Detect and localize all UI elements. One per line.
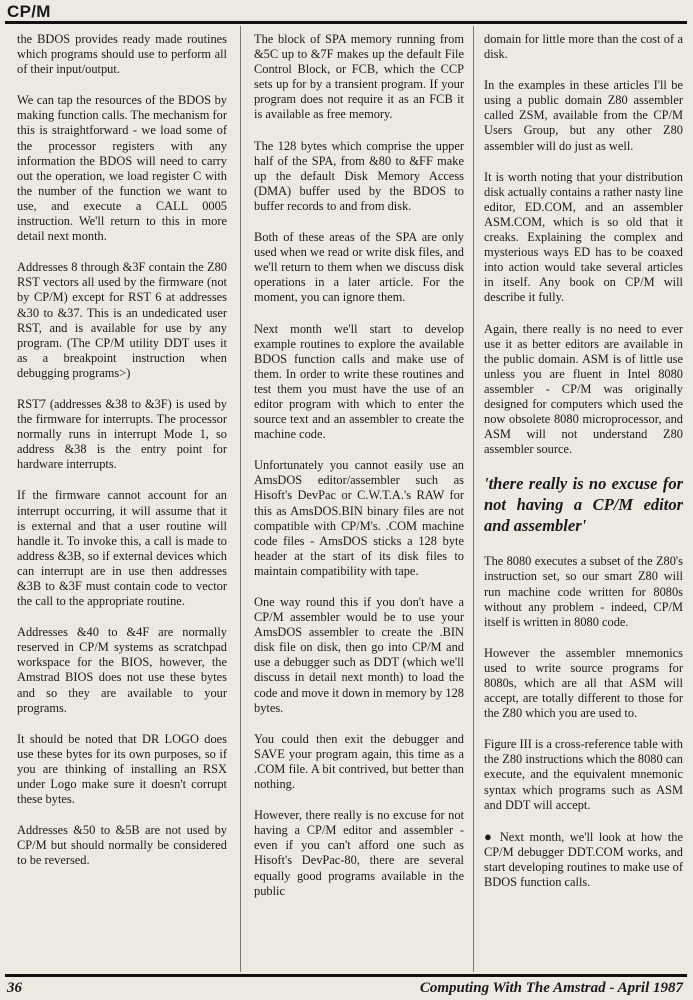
paragraph: Both of these areas of the SPA are only used when we read or write disk files, and we'll return to them when we discuss disk operations in a later article. For the moment, you can ignore them. [254, 230, 464, 305]
article-column-2 [254, 32, 464, 970]
article-column-3 [484, 32, 683, 970]
paragraph: However the assembler mnemonics used to write source programs for 8080s, which are all that ASM will accept, are totally different to those for the Z80 which you are used to. [484, 645, 683, 721]
paragraph: However, there really is no excuse for not having a CP/M editor and assembler - even if you can't afford one such as Hisoft's DevPac-80, there are several equally good programs available in the public [254, 808, 464, 898]
paragraph: The 8080 executes a subset of the Z80's instruction set, so our smart Z80 will run machine code written for 8080s without any problem - indeed, CP/M itself is written in 8080 code. [484, 554, 683, 629]
closing-text: Next month, we'll look at how the CP/M debugger DDT.COM works, and start developing routines to make use of BDOS function calls. [484, 829, 683, 890]
column-divider [240, 26, 241, 972]
paragraph: You could then exit the debugger and SAVE your program again, this time as a .COM file. A bit contrived, but better than nothing. [254, 731, 464, 792]
paragraph: Addresses &40 to &4F are normally reserved in CP/M systems as scratchpad workspace for the BIOS, however, the Amstrad BIOS does not use these bytes and so they are available to your programs. [17, 625, 227, 715]
page-number: 36 [7, 980, 22, 996]
section-label: CP/M [7, 2, 51, 21]
paragraph: the BDOS provides ready made routines which programs should use to perform all of their input/output. [17, 32, 227, 77]
header-rule [5, 21, 687, 24]
paragraph: RST7 (addresses &38 to &3F) is used by the firmware for interrupts. The processor normally runs in interrupt Mode 1, so address &38 is the entry point for hardware interrupts. [17, 396, 227, 472]
closing-paragraph [484, 829, 683, 890]
paragraph: It is worth noting that your distribution disk actually contains a rather nasty line editor, ED.COM, and an assembler ASM.COM, which is so old that it creaks. Explaining the complex and mysterious ways ED has to be coaxed into action would take several articles in itself. Any book on CP/M will describe it fully. [484, 169, 683, 305]
paragraph: The block of SPA memory running from &5C up to &7F makes up the default File Control Block, or FCB, which the CCP sets up for by a transient program. If your program does not require it as an FCB it is available as free memory. [254, 32, 464, 122]
paragraph: Unfortunately you cannot easily use an AmsDOS editor/assembler such as Hisoft's DevPac or C.W.T.A.'s RAW for this as AmsDOS.BIN binary files are not compatible with CP/M's. .COM machine code files - AmsDOS sticks a 128 byte header at the start of its disk files to maintain compatibility with tape. [254, 458, 464, 578]
column-divider [473, 26, 474, 972]
paragraph: domain for little more than the cost of a disk. [484, 32, 683, 62]
bullet-icon: ● [484, 828, 495, 844]
magazine-credit: Computing With The Amstrad - April 1987 [419, 980, 683, 996]
article-column-1 [17, 32, 227, 970]
paragraph: Figure III is a cross-reference table with the Z80 instructions which the 8080 can execute, and the equivalent mnemonic syntax which programs such as ASM and DDT will accept. [484, 737, 683, 812]
paragraph: In the examples in these articles I'll be using a public domain Z80 assembler called ZSM, available from the CP/M Users Group, but any other Z80 assembler will do just as well. [484, 78, 683, 153]
paragraph: One way round this if you don't have a CP/M assembler would be to use your AmsDOS assembler to create the .BIN disk file on disk, then go into CP/M and use a debugger such as DDT (which we'll discuss in detail next month) to load the code and move it down in memory by 128 bytes. [254, 595, 464, 715]
paragraph: Addresses 8 through &3F contain the Z80 RST vectors all used by the firmware (not by CP/M) except for RST 6 at addresses &30 to &37. This is an undedicated user RST, and is available for use by any program. (The CP/M utility DDT uses it as a breakpoint instruction when debugging programs>) [17, 260, 227, 380]
paragraph: If the firmware cannot account for an interrupt occurring, it will assume that it is external and that a user routine will handle it. To invoke this, a call is made to address &3B, so if external devices which can interrupt are in use then addresses &3B to &3F must contain code to vector the call to the appropriate routine. [17, 488, 227, 609]
page-footer [0, 974, 693, 1000]
paragraph: The 128 bytes which comprise the upper half of the SPA, from &80 to &FF make up the default Disk Memory Access (DMA) buffer used by the BDOS to buffer records to and from disk. [254, 138, 464, 213]
footer-rule [5, 974, 687, 977]
pull-quote: 'there really is no excuse for not having a CP/M editor and assembler' [484, 474, 683, 536]
paragraph: We can tap the resources of the BDOS by making function calls. The mechanism for this is straightforward - we load some of the processor registers with any information the BDOS will need to carry out the operation, we load register C with the number of the function we want to use, and execute a CALL 0005 instruction. We'll return to this in more detail next month. [17, 93, 227, 244]
paragraph: Next month we'll start to develop example routines to explore the available BDOS function calls and make use of them. In order to write these routines and test them you must have the use of an editor program with which to enter the source text and an assembler to create the machine code. [254, 321, 464, 442]
paragraph: Again, there really is no need to ever use it as better editors are available in the public domain. ASM is of little use unless you are fluent in Intel 8080 assembler - CP/M was originally designed for computers which used the now obsolete 8080 microprocessor, and ASM will not understand Z80 assembler source. [484, 321, 683, 457]
page-header [0, 0, 693, 36]
paragraph: Addresses &50 to &5B are not used by CP/M but should normally be considered to be reversed. [17, 823, 227, 868]
paragraph: It should be noted that DR LOGO does use these bytes for its own purposes, so if you are thinking of installing an RSX under Logo make sure it doesn't corrupt these bytes. [17, 731, 227, 807]
